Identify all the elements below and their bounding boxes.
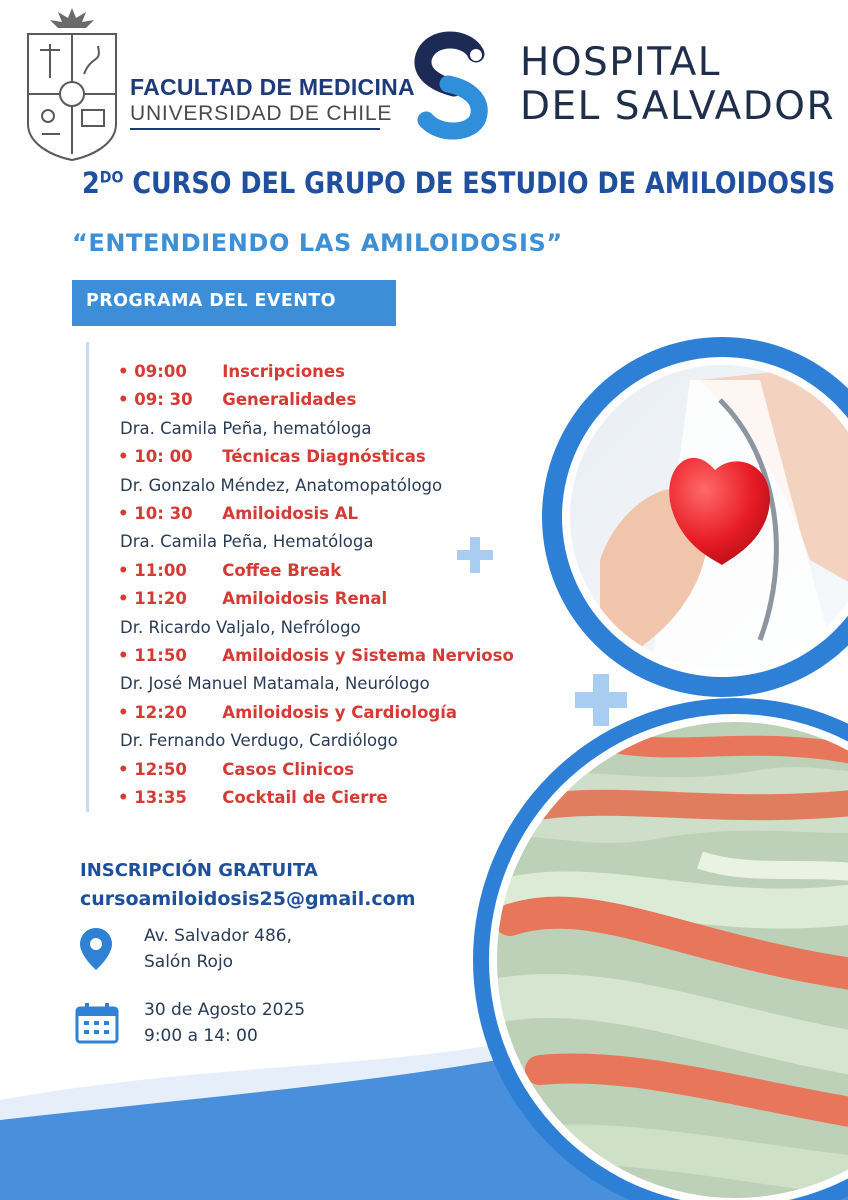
calendar-icon — [74, 1000, 120, 1046]
hospital-name-line1: HOSPITAL — [520, 40, 722, 85]
event-title-text: Inscripciones — [222, 362, 345, 381]
program-speaker: Dra. Camila Peña, hematóloga — [120, 418, 372, 438]
faculty-title: FACULTAD DE MEDICINA — [130, 74, 415, 100]
event-time: 11:50 — [134, 646, 187, 665]
address-line1: Av. Salvador 486, — [144, 926, 293, 946]
bullet: • — [118, 362, 135, 381]
bullet: • — [118, 589, 135, 609]
bullet: • — [118, 759, 135, 779]
program-event — [118, 362, 345, 381]
plus-icon — [575, 674, 627, 726]
event-time: 12:20 — [134, 702, 187, 722]
program-speaker: Dr. Fernando Verdugo, Cardiólogo — [120, 731, 398, 751]
event-title-text: Técnicas Diagnósticas — [222, 447, 426, 467]
event-time: 13:35 — [134, 788, 187, 807]
event-time: 09:00 — [134, 362, 187, 381]
event-time: 10: 00 — [134, 447, 193, 467]
bullet: • — [118, 390, 135, 410]
event-title-text: Amiloidosis y Sistema Nervioso — [222, 646, 514, 665]
program-header: PROGRAMA DEL EVENTO — [86, 291, 336, 311]
plus-icon — [457, 537, 493, 573]
registration-label: INSCRIPCIÓN GRATUITA — [80, 860, 318, 881]
bullet: • — [118, 504, 135, 523]
program-event — [118, 589, 387, 608]
bullet: • — [118, 447, 135, 467]
event-title-text: Generalidades — [222, 390, 357, 410]
event-time: 11:20 — [134, 589, 187, 609]
bullet: • — [118, 646, 135, 665]
faculty-underline — [130, 128, 380, 130]
event-title-text: Amiloidosis AL — [222, 504, 359, 523]
program-speaker: Dr. José Manuel Matamala, Neurólogo — [120, 674, 430, 694]
bullet: • — [118, 702, 135, 722]
event-title-text: Casos Clinicos — [222, 759, 355, 779]
event-title-text: Amiloidosis Renal — [222, 589, 388, 609]
program-event — [118, 390, 356, 409]
bullet: • — [118, 788, 135, 807]
program-speaker: Dr. Ricardo Valjalo, Nefrólogo — [120, 617, 361, 637]
program-event — [118, 646, 514, 665]
program-event — [118, 703, 457, 722]
faculty-subtitle: UNIVERSIDAD DE CHILE — [130, 102, 393, 125]
program-event — [118, 561, 341, 580]
event-hours: 9:00 a 14: 00 — [144, 1026, 258, 1046]
hospital-logo-icon — [410, 28, 492, 140]
program-event — [118, 447, 426, 466]
bullet: • — [118, 560, 135, 580]
event-title: $2^{DO}$ CURSO DEL GRUPO DE ESTUDIO DE AMILOIDOSIS — [82, 166, 836, 200]
event-title-text: Amiloidosis y Cardiología — [222, 702, 458, 722]
event-time: 11:00 — [134, 560, 187, 580]
event-date: 30 de Agosto 2025 — [144, 1000, 306, 1020]
hospital-name-line2: DEL SALVADOR — [520, 84, 836, 129]
event-time: 09: 30 — [134, 390, 193, 410]
event-subtitle: “ENTENDIENDO LAS AMILOIDOSIS” — [72, 229, 563, 257]
doctor-heart-photo — [542, 337, 848, 697]
event-title-text: Coffee Break — [222, 560, 342, 580]
location-pin-icon — [78, 926, 114, 972]
address-line2: Salón Rojo — [144, 952, 234, 972]
contact-email[interactable]: cursoamiloidosis25@gmail.com — [80, 888, 416, 910]
event-time: 12:50 — [134, 759, 187, 779]
program-divider-line — [86, 342, 89, 812]
program-speaker: Dr. Gonzalo Méndez, Anatomopatólogo — [120, 475, 443, 495]
event-time: 10: 30 — [134, 504, 193, 523]
program-event — [118, 504, 358, 523]
program-speaker: Dra. Camila Peña, Hematóloga — [120, 532, 374, 552]
university-seal-logo — [22, 4, 122, 164]
program-event — [118, 760, 354, 779]
program-event — [118, 788, 388, 807]
event-title-text: Cocktail de Cierre — [222, 788, 388, 807]
